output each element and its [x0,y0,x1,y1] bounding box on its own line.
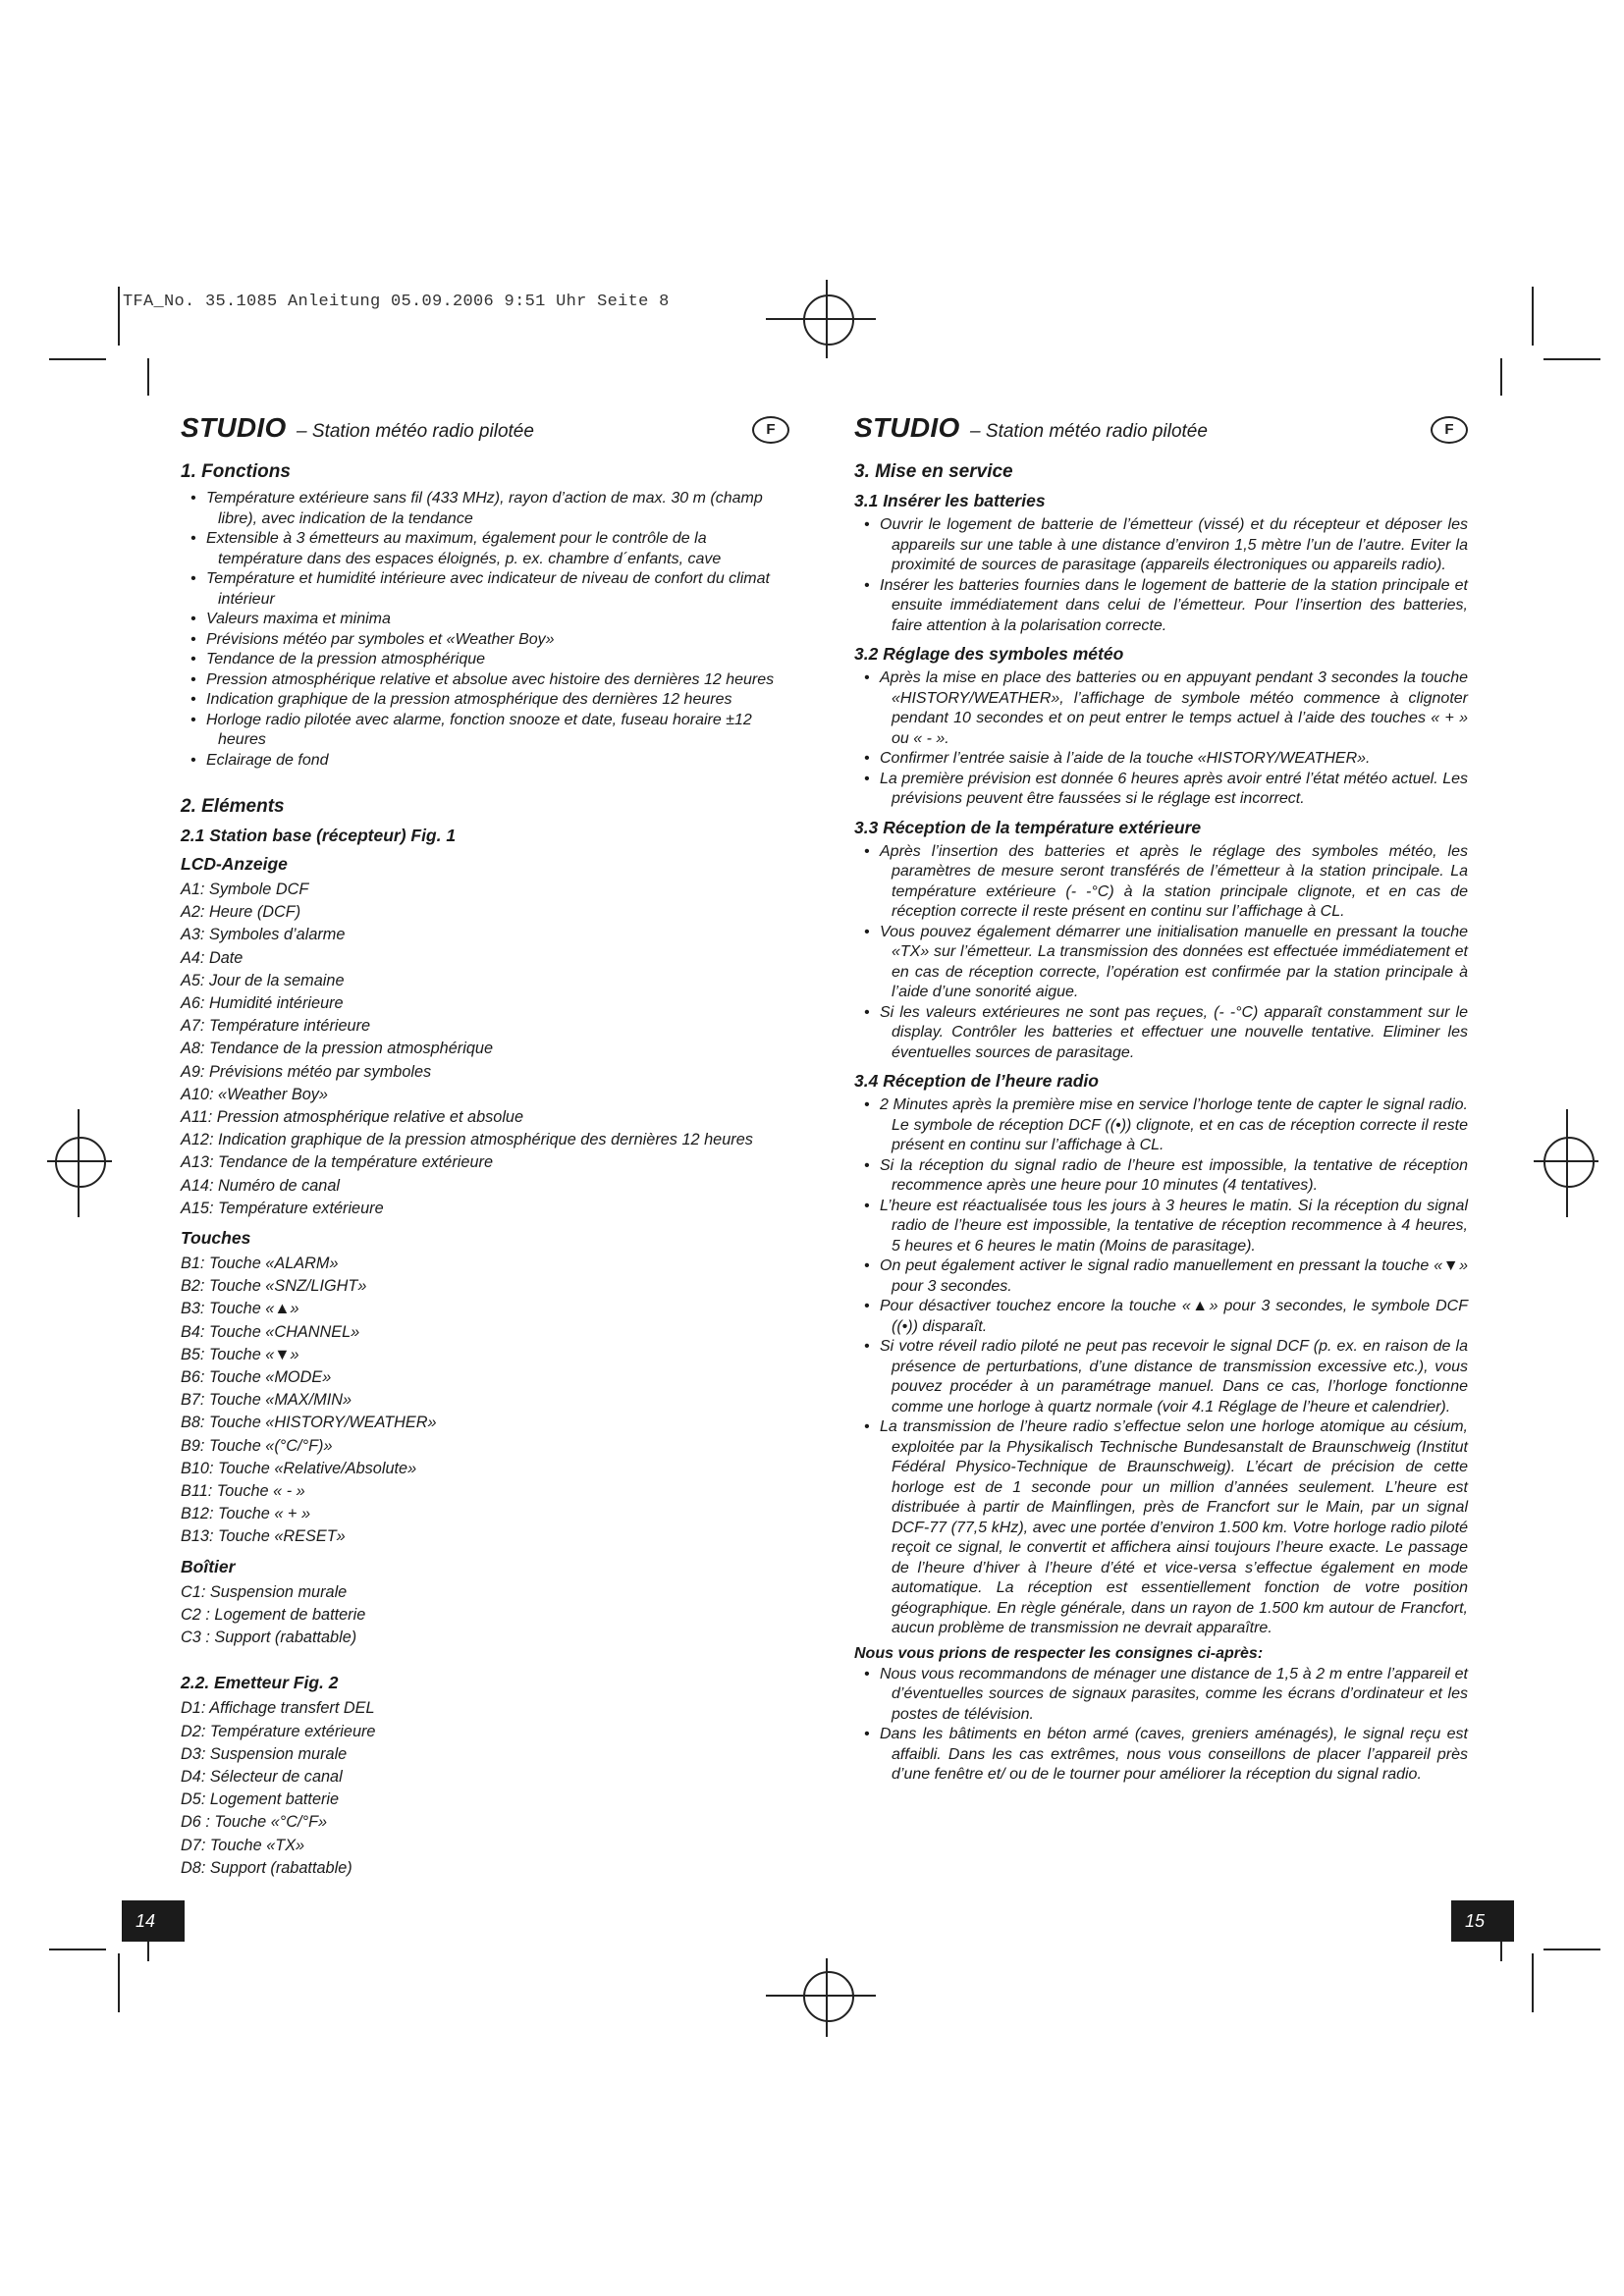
subsection-heading: 3.4 Réception de l’heure radio [854,1071,1099,1091]
print-header: TFA_No. 35.1085 Anleitung 05.09.2006 9:51 Uhr Seite 8 [123,293,670,311]
list-item: D1: Affichage transfert DEL [181,1699,375,1718]
crop-mark [1543,358,1600,360]
list-item: A5: Jour de la semaine [181,971,345,989]
registration-mark [47,1160,112,1162]
list-item: A9: Prévisions météo par symboles [181,1062,432,1081]
list-item: A13: Tendance de la température extérieure [181,1153,493,1172]
list-item: • Extensible à 3 émetteurs au maximum, également pour le contrôle de la température dans des espaces éloignés, p. ex. chambre d´enfants, cave [190,530,722,567]
list-item: D8: Support (rabattable) [181,1858,352,1877]
list-item: • On peut également activer le signal radio manuellement en pressant la touche «▼» pour 3 secondes. [864,1257,1468,1295]
brand: STUDIO [181,412,287,443]
list-item: • Température et humidité intérieure avec indicateur de niveau de confort du climat intérieur [190,570,770,608]
lcd-items-list [181,879,789,1220]
registration-mark [1566,1109,1568,1217]
page-number: 14 [122,1900,185,1942]
list-item: • Si votre réveil radio piloté ne peut pas recevoir le signal DCF (p. ex. en raison de la présence de perturbations, d’une distance de transmission excessive etc.), vous pouvez procéder à un paramétrage manuel. Dans ce cas, l’horloge fonctionne comme une horloge à quartz normale (voir 4.1 Réglage de l’heure et calendrier). [864,1338,1468,1415]
list-item: • Insérer les batteries fournies dans le logement de batterie de la station principale et ensuite immédiatement dans celui de l’émetteur. Pour l’insertion des batteries, faire attention à la polarisation correcte. [864,576,1468,634]
subsection-heading: 2.1 Station base (récepteur) Fig. 1 [181,826,457,845]
list-item: A10: «Weather Boy» [181,1085,328,1103]
list-item: • Après la mise en place des batteries ou en appuyant pendant 3 secondes la touche «HISTORY/WEATHER», l’affichage de symbole météo commence à clignoter pendant 10 secondes et on peut entrer le temps actuel à l’aide des touches « + » ou « - ». [864,669,1468,747]
list-item: • Ouvrir le logement de batterie de l’émetteur (vissé) et du récepteur et déposer les appareils sur une table à une distance d’environ 1,5 mètre l’un de l’autre. Eviter la proximité de sources de parasitage (appareils électroniques ou appareils radio). [864,516,1468,573]
subsection-heading: 3.3 Réception de la température extérieure [854,817,1202,837]
list-item: B4: Touche «CHANNEL» [181,1322,360,1341]
registration-mark [78,1109,80,1217]
crop-mark [118,1953,120,2012]
list-item: C2 : Logement de batterie [181,1605,366,1624]
list-item: • Prévisions météo par symboles et «Weather Boy» [190,630,555,648]
section-heading: 2. Eléments [181,796,285,817]
list-item: • Eclairage de fond [190,751,329,769]
list-item: D6 : Touche «°C/°F» [181,1813,328,1832]
list-item: • Pression atmosphérique relative et absolue avec histoire des dernières 12 heures [190,670,775,688]
language-badge: F [752,416,789,444]
list-item: A12: Indication graphique de la pression atmosphérique des dernières 12 heures [181,1131,753,1149]
list-item: • Confirmer l’entrée saisie à l’aide de la touche «HISTORY/WEATHER». [864,750,1371,767]
crop-mark [118,287,120,346]
registration-mark [826,1958,828,2037]
crop-mark [147,358,149,396]
registration-mark [55,1137,106,1188]
list-item: B8: Touche «HISTORY/WEATHER» [181,1414,437,1432]
list-item: D4: Sélecteur de canal [181,1767,343,1786]
list-item: • Si les valeurs extérieures ne sont pas reçues, (- -°C) apparaît constamment sur le display. Contrôler les batteries et effectuer une nouvelle tentative. Eliminer les éventuelles sources de parasitage. [864,1003,1468,1061]
list-item: • Valeurs maxima et minima [190,611,391,627]
list-item: • Indication graphique de la pression atmosphérique des dernières 12 heures [190,691,732,708]
list-item: A15: Température extérieure [181,1199,384,1217]
subsection-heading: 3.2 Réglage des symboles météo [854,644,1124,664]
crop-mark [49,358,106,360]
page-title [854,412,1468,452]
registration-mark [803,1971,854,2022]
radio-time-list [854,1095,1468,1639]
list-item: • Vous pouvez également démarrer une initialisation manuelle en pressant la touche «TX» sur l’émetteur. La transmission des données est effectuée immédiatement et en cas de réception correcte, l’opération est confirmée par la station principale à l’aide d’une sonorité aigue. [864,923,1468,1000]
notice-heading: Nous vous prions de respecter les consignes ci-après: [854,1644,1264,1662]
case-list [181,1581,789,1650]
subsection-heading: 2.2. Emetteur Fig. 2 [181,1673,339,1693]
list-item: B1: Touche «ALARM» [181,1255,339,1273]
list-item: A2: Heure (DCF) [181,903,301,922]
registration-mark [1543,1137,1595,1188]
subsection-heading: 3.1 Insérer les batteries [854,491,1046,510]
list-item: • La transmission de l’heure radio s’effectue selon une horloge atomique au césium, exploitée par la Physikalisch Technische Bundesanstalt de Braunschweig (Institut Fédéral Physico-Technique de Braunschweig). L’écart de précision de cette horloge est de 1 seconde pour un million d’années seulement. L’heure est distribuée à partir de Mainflingen, près de Francfort sur le Main, par un signal DCF-77 (77,5 kHz), avec une portée d’environ 1.500 km. Votre horloge radio piloté reçoit ce signal, le convertit et affichera ainsi toujours l’heure exacte. Le passage de l’heure d’hiver à l’heure d’été et vice-versa s’effectue également en mode automatique. La réception est essentiellement fonction de votre position géographique. En règle générale, dans un rayon de 1.500 km autour de Francfort, aucun problème de transmission ne devrait apparaître. [864,1418,1468,1636]
subsection-heading: Boîtier [181,1556,236,1576]
batteries-list [854,515,1468,636]
section-heading: 3. Mise en service [854,461,1013,482]
language-badge: F [1431,416,1468,444]
list-item: • Dans les bâtiments en béton armé (caves, greniers aménagés), le signal reçu est affaibli. Dans les cas extrêmes, nous vous conseillons de placer l’appareil près d’une fenêtre et/ ou de le tourner pour améliorer la réception du signal radio. [864,1726,1468,1783]
list-item: B3: Touche «▲» [181,1300,299,1318]
list-item: B10: Touche «Relative/Absolute» [181,1459,417,1477]
emitter-list [181,1697,789,1880]
list-item: • Pour désactiver touchez encore la touche «▲» pour 3 secondes, le symbole DCF ((•)) disparaît. [864,1298,1468,1335]
list-item: B6: Touche «MODE» [181,1368,332,1387]
list-item: A14: Numéro de canal [181,1176,341,1195]
list-item: • Tendance de la pression atmosphérique [190,651,486,667]
list-item: • La première prévision est donnée 6 heures après avoir entré l’état météo actuel. Les prévisions peuvent être faussées si le réglage est incorrect. [864,770,1468,807]
list-item: • Après l’insertion des batteries et après le réglage des symboles météo, les paramètres de mesure seront transférés de l’émetteur à la station principale. La température extérieure (- -°C) à la station principale clignote, et en cas de réception correcte il reste présent en continu sur l’affichage à CL. [864,842,1468,920]
crop-mark [1532,287,1534,346]
list-item: B5: Touche «▼» [181,1345,299,1363]
list-item: B9: Touche «(°C/°F)» [181,1436,333,1455]
crop-mark [1532,1953,1534,2012]
list-item: A3: Symboles d’alarme [181,926,346,944]
list-item: A8: Tendance de la pression atmosphérique [181,1040,494,1058]
subtitle: – Station météo radio pilotée [297,421,534,442]
list-item: A4: Date [181,948,244,967]
list-item: • L’heure est réactualisée tous les jours à 3 heures le matin. Si la réception du signal radio de l’heure est impossible, la tentative de réception recommence à 4 heures, 5 heures et 6 heures le matin (Moins de parasitage). [864,1197,1468,1255]
list-item: B12: Touche « + » [181,1505,311,1523]
weather-symbols-list [854,668,1468,810]
subtitle: – Station météo radio pilotée [970,421,1208,442]
page-number: 15 [1451,1900,1514,1942]
registration-mark [766,1995,876,1997]
functions-list [181,489,789,771]
registration-mark [766,318,876,320]
list-item: D7: Touche «TX» [181,1836,305,1854]
right-page [854,412,1468,1786]
crop-mark [1543,1949,1600,1950]
list-item: D5: Logement batterie [181,1790,340,1809]
keys-list [181,1253,789,1549]
subsection-heading: Touches [181,1228,251,1249]
list-item: C1: Suspension murale [181,1582,348,1601]
list-item: B13: Touche «RESET» [181,1527,346,1546]
brand: STUDIO [854,412,960,443]
list-item: • Si la réception du signal radio de l’heure est impossible, la tentative de réception recommence après une heure pour 10 minutes (4 tentatives). [864,1156,1468,1194]
registration-mark [826,280,828,358]
outdoor-temp-list [854,842,1468,1064]
list-item: • Nous vous recommandons de ménager une distance de 1,5 à 2 m entre l’appareil et d’éventuelles sources de signaux parasites, comme les écrans d’ordinateur et les postes de télévision. [864,1665,1468,1723]
list-item: D3: Suspension murale [181,1744,348,1763]
list-item: A1: Symbole DCF [181,881,309,898]
list-item: A6: Humidité intérieure [181,994,344,1013]
list-item: C3 : Support (rabattable) [181,1629,357,1647]
notice-list [854,1665,1468,1786]
list-item: • 2 Minutes après la première mise en service l’horloge tente de capter le signal radio. Le symbole de réception DCF ((•)) clignote, et en cas de réception correcte il reste présent en continu sur l’affichage à CL. [864,1096,1468,1153]
registration-mark [803,294,854,346]
list-item: • Température extérieure sans fil (433 MHz), rayon d’action de max. 30 m (champ libre), avec indication de la tendance [190,490,763,527]
list-item: • Horloge radio pilotée avec alarme, fonction snooze et date, fuseau horaire ±12 heures [190,711,752,748]
left-page [181,412,789,1880]
list-item: B2: Touche «SNZ/LIGHT» [181,1277,367,1296]
page-title [181,412,789,452]
list-item: A7: Température intérieure [181,1017,371,1036]
crop-mark [49,1949,106,1950]
subsection-heading: LCD-Anzeige [181,854,288,874]
list-item: B7: Touche «MAX/MIN» [181,1391,352,1410]
list-item: B11: Touche « - » [181,1482,305,1501]
section-heading: 1. Fonctions [181,461,291,482]
crop-mark [1500,358,1502,396]
list-item: A11: Pression atmosphérique relative et absolue [181,1108,524,1127]
list-item: D2: Température extérieure [181,1722,376,1740]
